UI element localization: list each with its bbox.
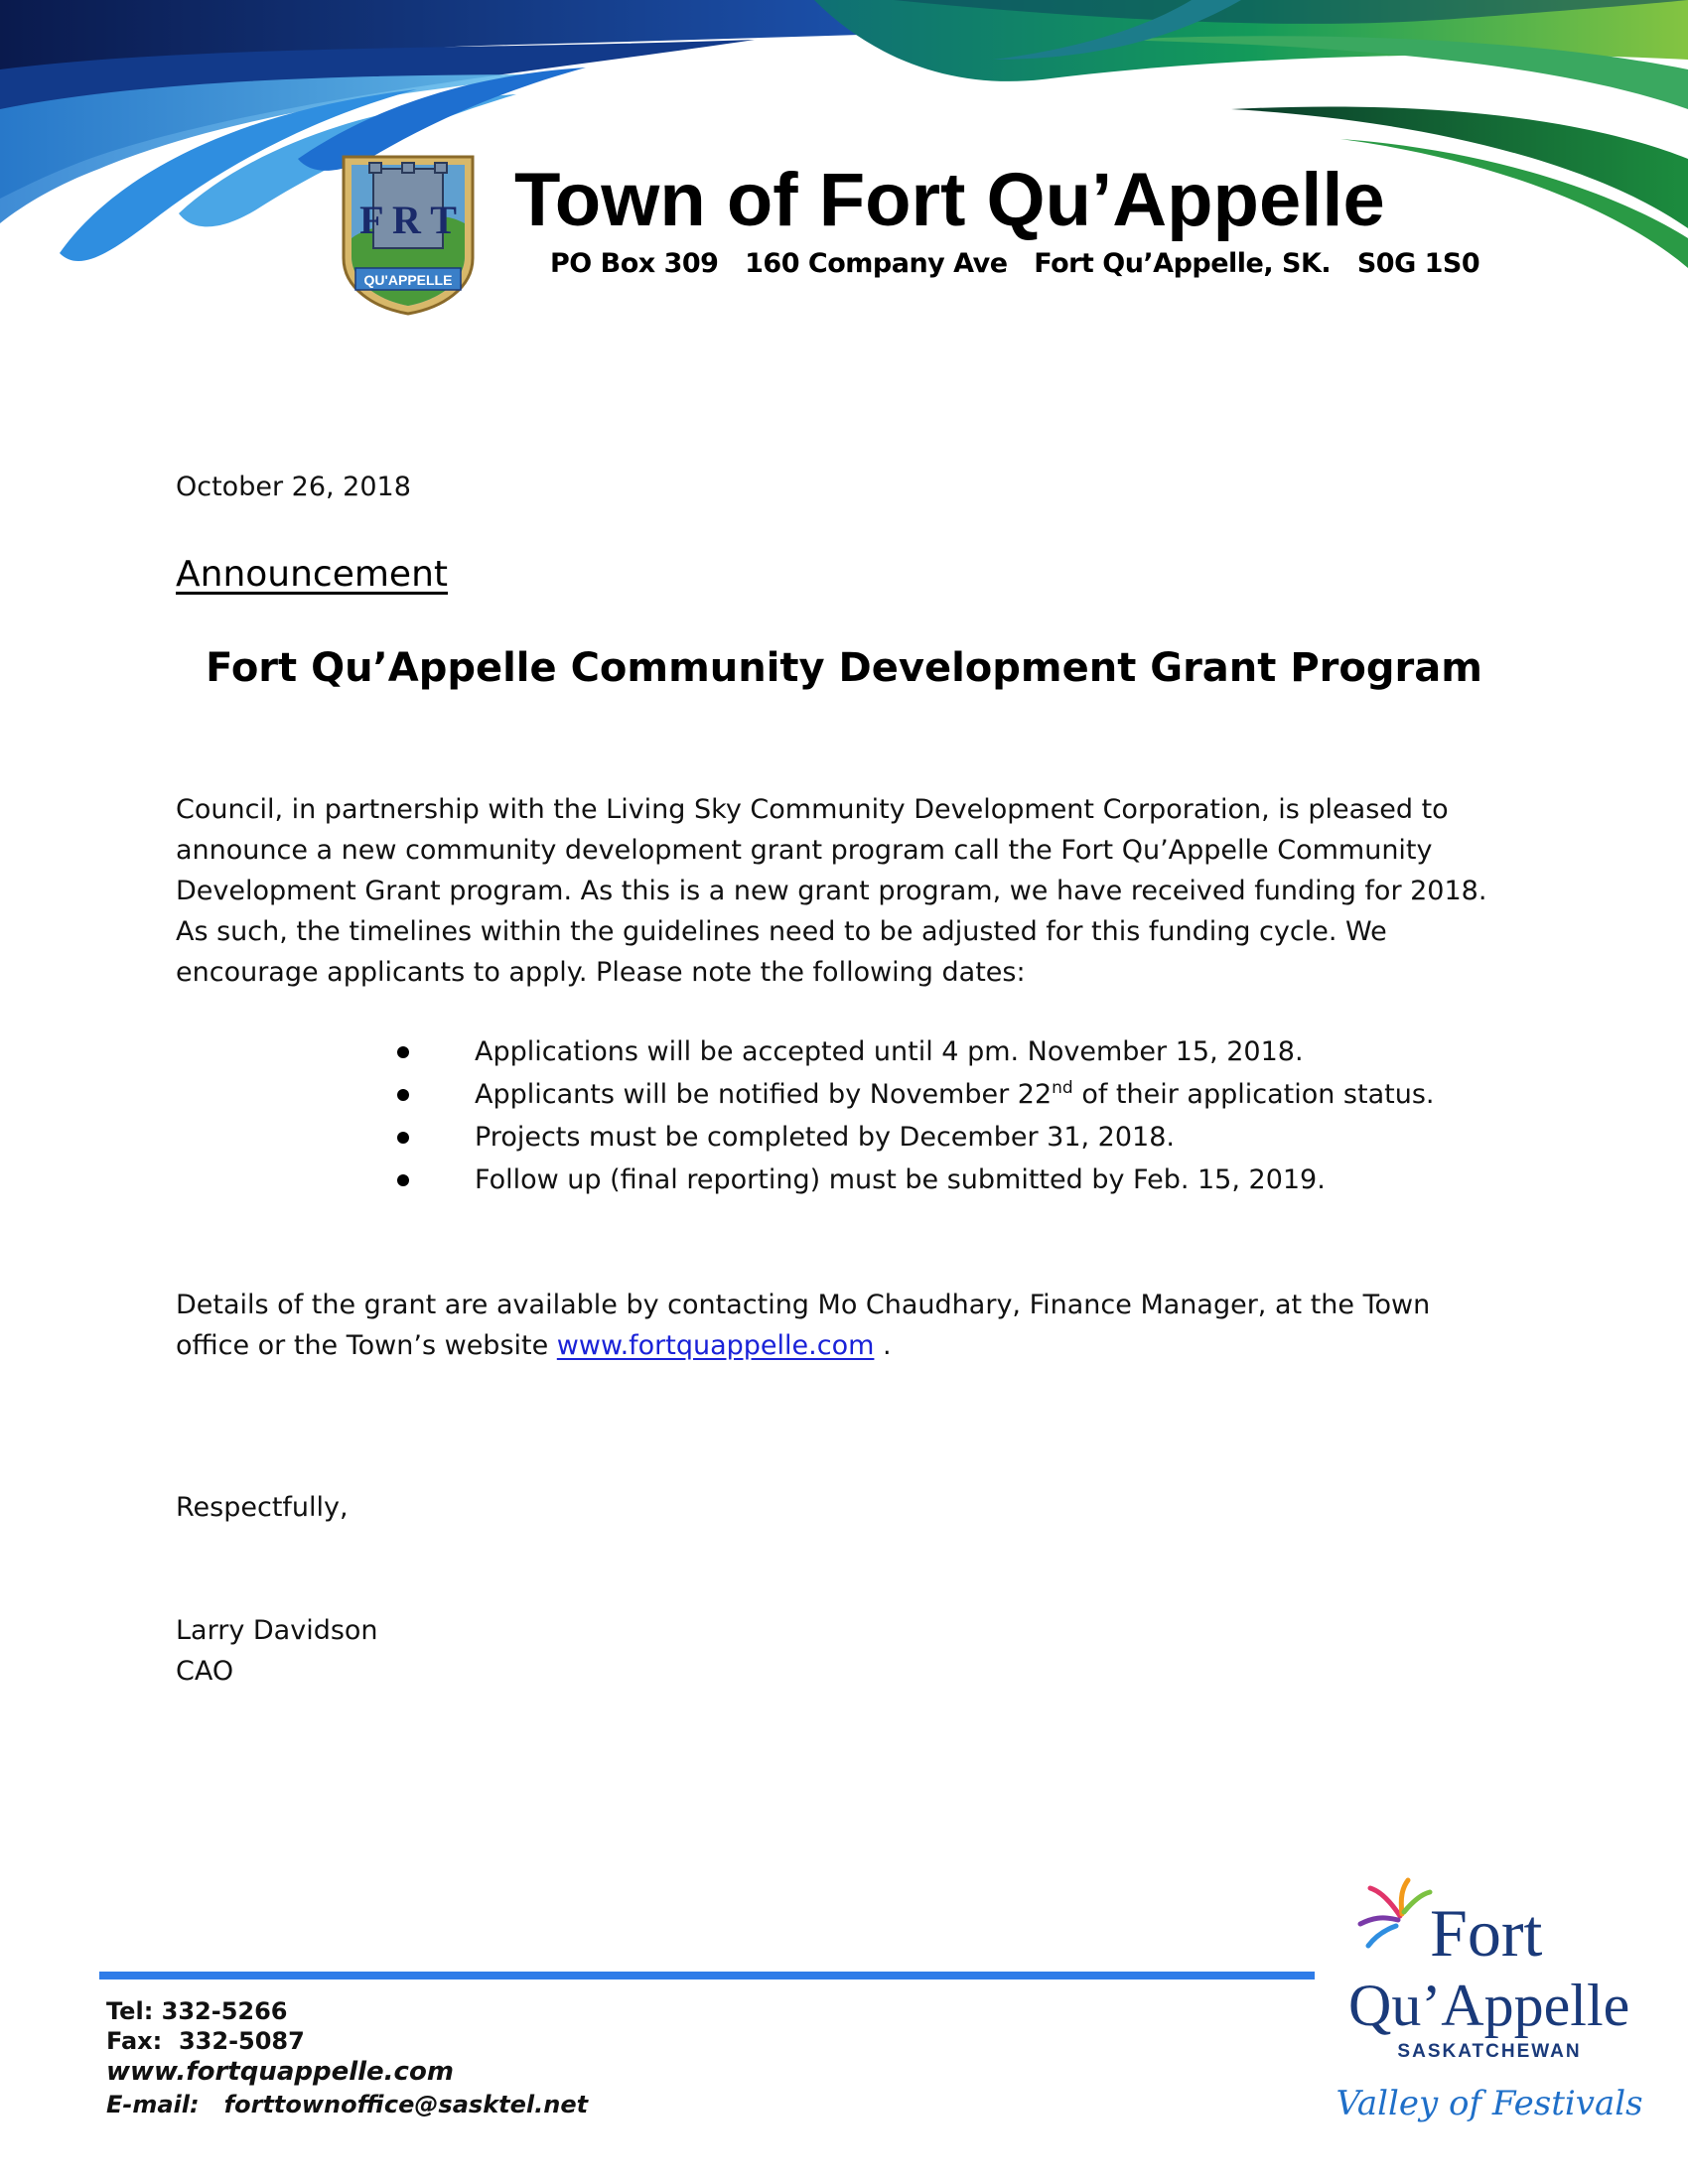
logo-quappelle-text: Qu’Appelle	[1348, 1973, 1630, 2038]
signer-name: Larry Davidson	[176, 1615, 378, 1646]
body-line: announce a new community development grant program call the Fort Qu’Appelle Community	[176, 835, 1433, 866]
details-text-end: .	[874, 1330, 892, 1361]
body-line: Development Grant program. As this is a new grant program, we have received funding for 2018.	[176, 876, 1487, 906]
footer-fax: Fax: 332-5087	[106, 2027, 305, 2055]
svg-text:F R T: F R T	[359, 198, 457, 242]
bullet-icon	[397, 1174, 409, 1186]
signer-title: CAO	[176, 1656, 234, 1687]
firework-burst-icon	[1360, 1880, 1430, 1946]
program-title: Fort Qu’Appelle Community Development Grant Program	[206, 645, 1482, 691]
details-text: office or the Town’s website	[176, 1330, 557, 1361]
body-line: As such, the timelines within the guidelines need to be adjusted for this funding cycle. We	[176, 916, 1387, 947]
logo-tagline: Valley of Festivals	[1336, 2084, 1643, 2123]
town-title: Town of Fort Qu’Appelle	[514, 158, 1385, 242]
logo-fort-text: Fort	[1430, 1895, 1543, 1971]
bullet-icon	[397, 1132, 409, 1144]
footer-email: E-mail: forttownoffice@sasktel.net	[106, 2091, 589, 2118]
footer-website: www.fortquappelle.com	[106, 2057, 454, 2087]
website-link[interactable]: www.fortquappelle.com	[556, 1330, 875, 1361]
important-dates-list	[397, 1030, 1434, 1201]
date-item-text: Applications will be accepted until 4 pm. November 15, 2018.	[475, 1036, 1304, 1067]
announcement-heading: Announcement	[176, 554, 449, 595]
list-item	[397, 1030, 1434, 1073]
bullet-icon	[397, 1089, 409, 1101]
bullet-icon	[397, 1046, 409, 1058]
list-item	[397, 1116, 1434, 1159]
details-line: Details of the grant are available by contacting Mo Chaudhary, Finance Manager, at the Town	[176, 1290, 1431, 1320]
logo-province-text: SASKATCHEWAN	[1397, 2041, 1582, 2062]
valley-of-festivals-logo	[1331, 1876, 1648, 2149]
list-item	[397, 1159, 1434, 1201]
ordinal-suffix: nd	[1052, 1078, 1073, 1098]
town-address: PO Box 309 160 Company Ave Fort Qu’Appelle, SK. S0G 1S0	[550, 248, 1480, 279]
date-item-text: Projects must be completed by December 31, 2018.	[475, 1122, 1175, 1153]
details-line	[176, 1325, 1506, 1366]
closing: Respectfully,	[176, 1492, 349, 1523]
footer-phone: Tel: 332-5266	[106, 1997, 288, 2025]
body-paragraph	[176, 789, 1506, 993]
body-line: encourage applicants to apply. Please note the following dates:	[176, 957, 1026, 988]
footer-divider	[99, 1972, 1315, 1979]
date-item-text: Follow up (final reporting) must be submitted by Feb. 15, 2019.	[475, 1164, 1326, 1195]
letter-date: October 26, 2018	[176, 472, 411, 502]
svg-text:QU'APPELLE: QU'APPELLE	[363, 272, 453, 288]
body-line: Council, in partnership with the Living Sky Community Development Corporation, is pleased to	[176, 794, 1449, 825]
date-item-text-end: of their application status.	[1072, 1079, 1435, 1110]
list-item	[397, 1073, 1434, 1116]
town-crest-logo	[334, 149, 483, 316]
details-paragraph	[176, 1285, 1506, 1366]
date-item-text: Applicants will be notified by November 22	[475, 1079, 1053, 1110]
